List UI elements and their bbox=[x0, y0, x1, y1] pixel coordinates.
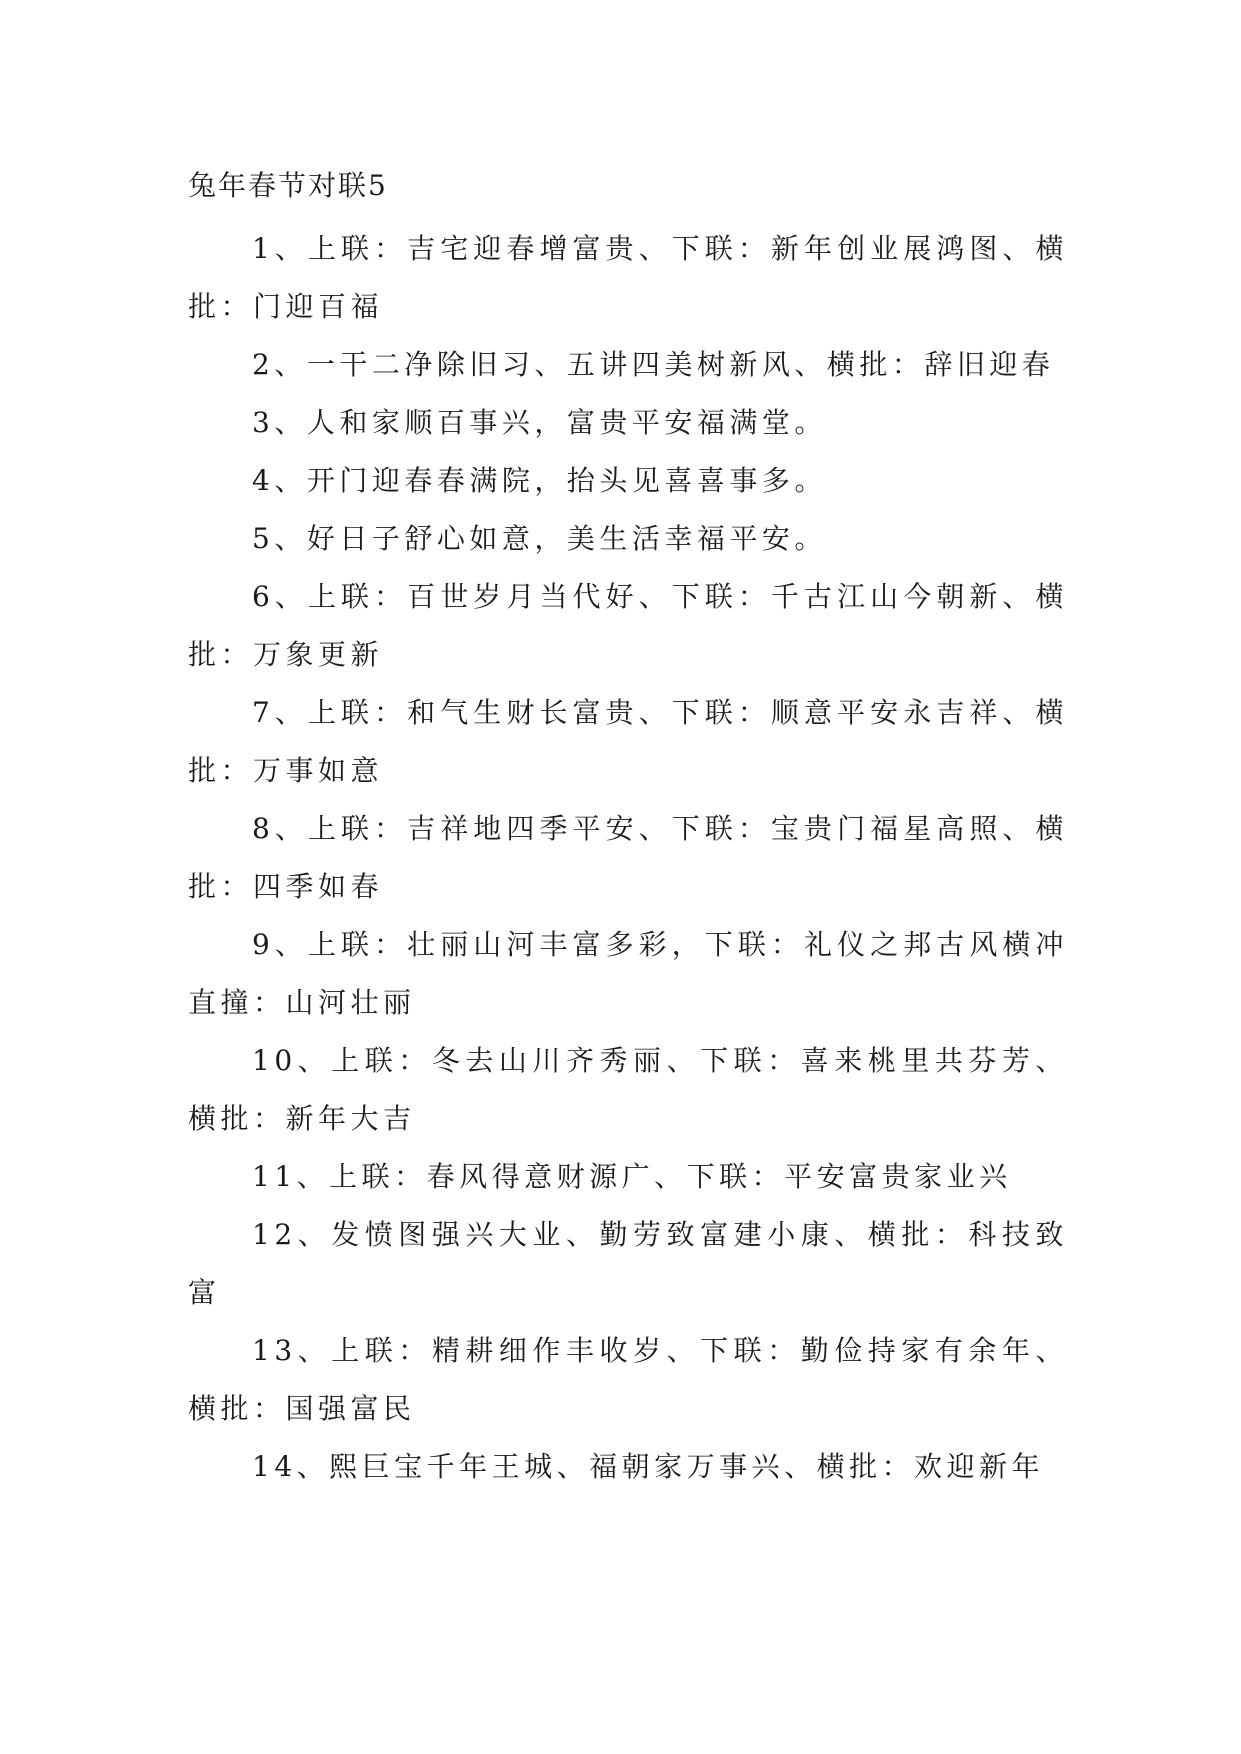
couplet-item: 5、好日子舒心如意，美生活幸福平安。 bbox=[252, 522, 827, 555]
couplet-item: 2、一干二净除旧习、五讲四美树新风、横批：辞旧迎春 bbox=[252, 348, 1055, 381]
couplet-item: 6、上联：百世岁月当代好、下联：千古江山今朝新、横批：万象更新 bbox=[188, 580, 1068, 671]
couplet-item: 7、上联：和气生财长富贵、下联：顺意平安永吉祥、横批：万事如意 bbox=[188, 696, 1068, 787]
couplet-list bbox=[188, 220, 1068, 1496]
couplet-item: 3、人和家顺百事兴，富贵平安福满堂。 bbox=[252, 406, 827, 439]
couplet-item: 11、上联：春风得意财源广、下联：平安富贵家业兴 bbox=[252, 1160, 1012, 1193]
couplet-item: 4、开门迎春春满院，抬头见喜喜事多。 bbox=[252, 464, 827, 497]
document-title: 兔年春节对联5 bbox=[188, 169, 388, 202]
couplet-item: 9、上联：壮丽山河丰富多彩，下联：礼仪之邦古风横冲直撞：山河壮丽 bbox=[188, 928, 1068, 1019]
couplet-item: 8、上联：吉祥地四季平安、下联：宝贵门福星高照、横批：四季如春 bbox=[188, 812, 1068, 903]
couplet-item: 12、发愤图强兴大业、勤劳致富建小康、横批：科技致富 bbox=[188, 1218, 1068, 1309]
couplet-item: 13、上联：精耕细作丰收岁、下联：勤俭持家有余年、横批：国强富民 bbox=[188, 1334, 1068, 1425]
couplet-item: 1、上联：吉宅迎春增富贵、下联：新年创业展鸿图、横批：门迎百福 bbox=[188, 232, 1068, 323]
couplet-item: 10、上联：冬去山川齐秀丽、下联：喜来桃里共芬芳、横批：新年大吉 bbox=[188, 1044, 1068, 1135]
couplet-item: 14、熙巨宝千年王城、福朝家万事兴、横批：欢迎新年 bbox=[252, 1450, 1045, 1483]
